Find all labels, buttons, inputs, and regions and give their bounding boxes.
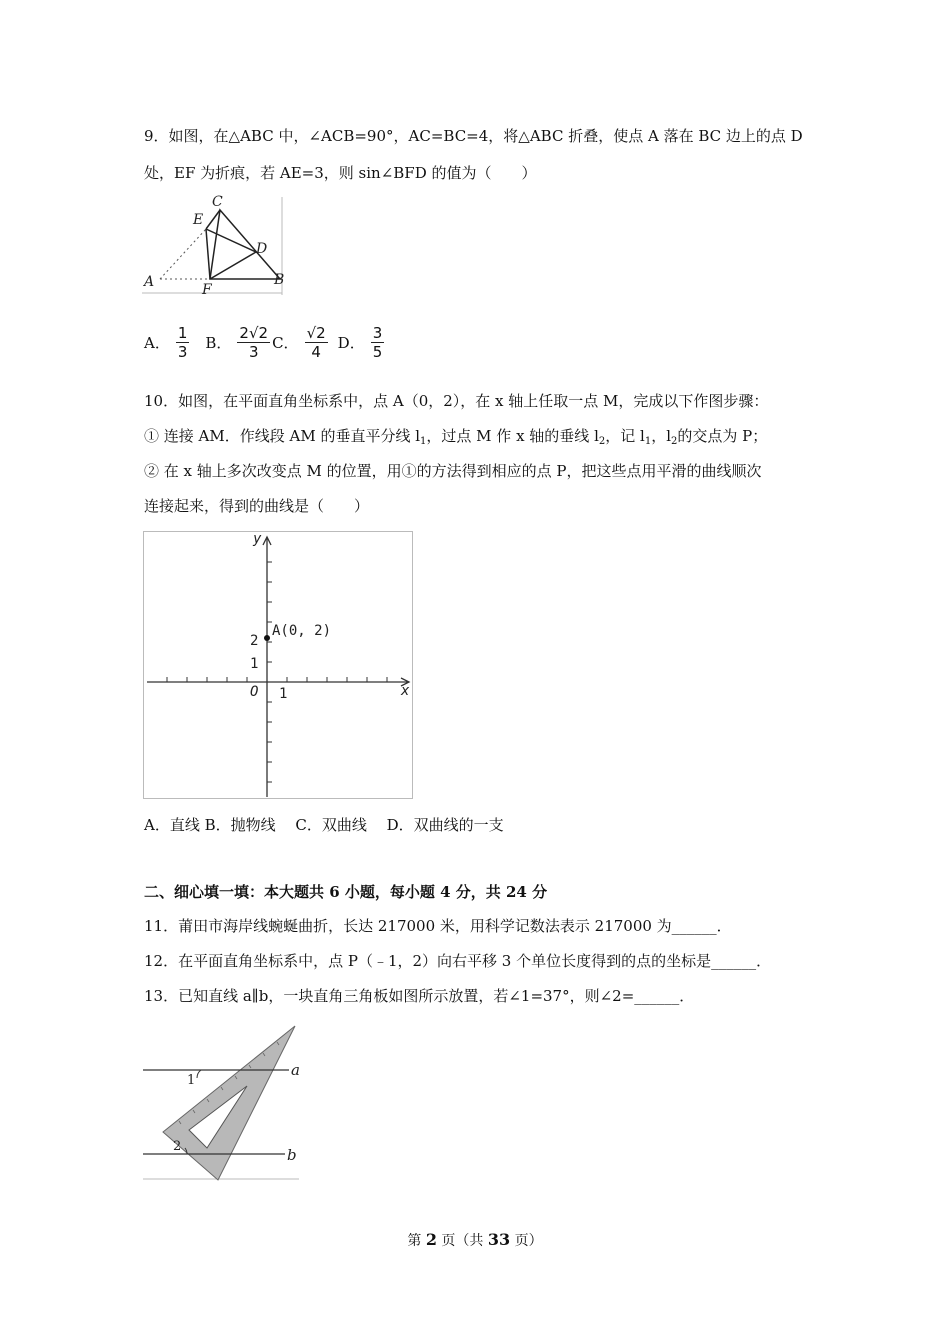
- q10-options: A．直线 B．抛物线 C．双曲线 D．双曲线的一支: [144, 816, 504, 834]
- q9-option-c-label: C．: [272, 333, 299, 352]
- angle-1-label: 1: [187, 1073, 196, 1088]
- fold-crease-EF: [206, 229, 210, 279]
- q9-line2: 处，EF 为折痕，若 AE=3，则 sin∠BFD 的值为（ ）: [144, 164, 537, 182]
- q10-line1: 10．如图，在平面直角坐标系中，点 A（0，2），在 x 轴上任取一点 M，完成以下作图步骤：: [144, 392, 769, 410]
- label-A: A: [144, 274, 155, 290]
- y-tick-2-label: 2: [250, 633, 259, 649]
- page-footer: 第 2 页（共 33 页）: [407, 1230, 543, 1249]
- q11: 11．莆田市海岸线蜿蜒曲折，长达 217000 米，用科学记数法表示 217000 为______．: [144, 917, 732, 935]
- q10-coordinate-figure: [143, 531, 414, 801]
- q10-line2: ① 连接 AM．作线段 AM 的垂直平分线 $l_1$，过点 M 作 x 轴的垂线 $l_2$，记 $l_1$，$l_2$的交点为 P；: [144, 427, 768, 447]
- q9-triangle-figure: [142, 193, 288, 296]
- label-E: E: [193, 212, 204, 228]
- q10-line3: ② 在 x 轴上多次改变点 M 的位置，用①的方法得到相应的点 P，把这些点用平滑的曲线顺次: [144, 462, 762, 480]
- label-B: B: [274, 272, 285, 288]
- x-tick-1-label: 1: [279, 686, 288, 702]
- fold-line-AE: [160, 229, 206, 279]
- q13: 13．已知直线 a∥b，一块直角三角板如图所示放置，若∠1=37°，则∠2=______．: [144, 987, 695, 1005]
- q12: 12．在平面直角坐标系中，点 P（﹣1，2）向右平移 3 个单位长度得到的点的坐标是______．: [144, 952, 772, 970]
- q9-option-d-label: D．: [337, 333, 365, 352]
- total-page-count: 33: [487, 1230, 511, 1249]
- origin-label: O: [250, 684, 259, 700]
- point-A-label: A(0, 2): [272, 623, 332, 639]
- q10-line4: 连接起来，得到的曲线是（ ）: [144, 497, 370, 515]
- q13-triangle-ruler-figure: [143, 1022, 303, 1182]
- current-page-number: 2: [425, 1230, 437, 1249]
- segment-ED: [206, 229, 256, 252]
- line-a-label: a: [291, 1061, 300, 1079]
- angle-2-label: 2: [173, 1139, 182, 1154]
- q9-option-b-fraction: $\frac{2√2}{3}$: [239, 323, 269, 361]
- line-b-label: b: [287, 1146, 297, 1164]
- label-D: D: [256, 241, 268, 257]
- angle-1-arc: [197, 1070, 201, 1078]
- q9-option-d-fraction: $\frac{3}{5}$: [372, 323, 383, 361]
- y-axis-label: y: [253, 531, 262, 547]
- label-C: C: [212, 194, 223, 210]
- q9-line1: 9．如图，在△ABC 中，∠ACB=90°，AC=BC=4，将△ABC 折叠，使点 A 落在 BC 边上的点 D: [144, 127, 803, 145]
- section-2-heading: 二、细心填一填：本大题共 6 小题，每小题 4 分，共 24 分: [144, 883, 548, 901]
- q9-option-c-fraction: $\frac{√2}{4}$: [306, 323, 326, 361]
- y-tick-1-label: 1: [250, 656, 259, 672]
- segment-FD: [210, 252, 256, 279]
- label-F: F: [202, 282, 212, 296]
- x-axis-label: x: [401, 683, 410, 699]
- q9-option-a-label: A．: [144, 333, 170, 352]
- triangle-CBF: [210, 210, 280, 279]
- q9-option-a-fraction: $\frac{1}{3}$: [177, 323, 188, 361]
- q9-options: [144, 318, 384, 366]
- point-A: [264, 635, 270, 641]
- q9-option-b-label: B．: [205, 333, 232, 352]
